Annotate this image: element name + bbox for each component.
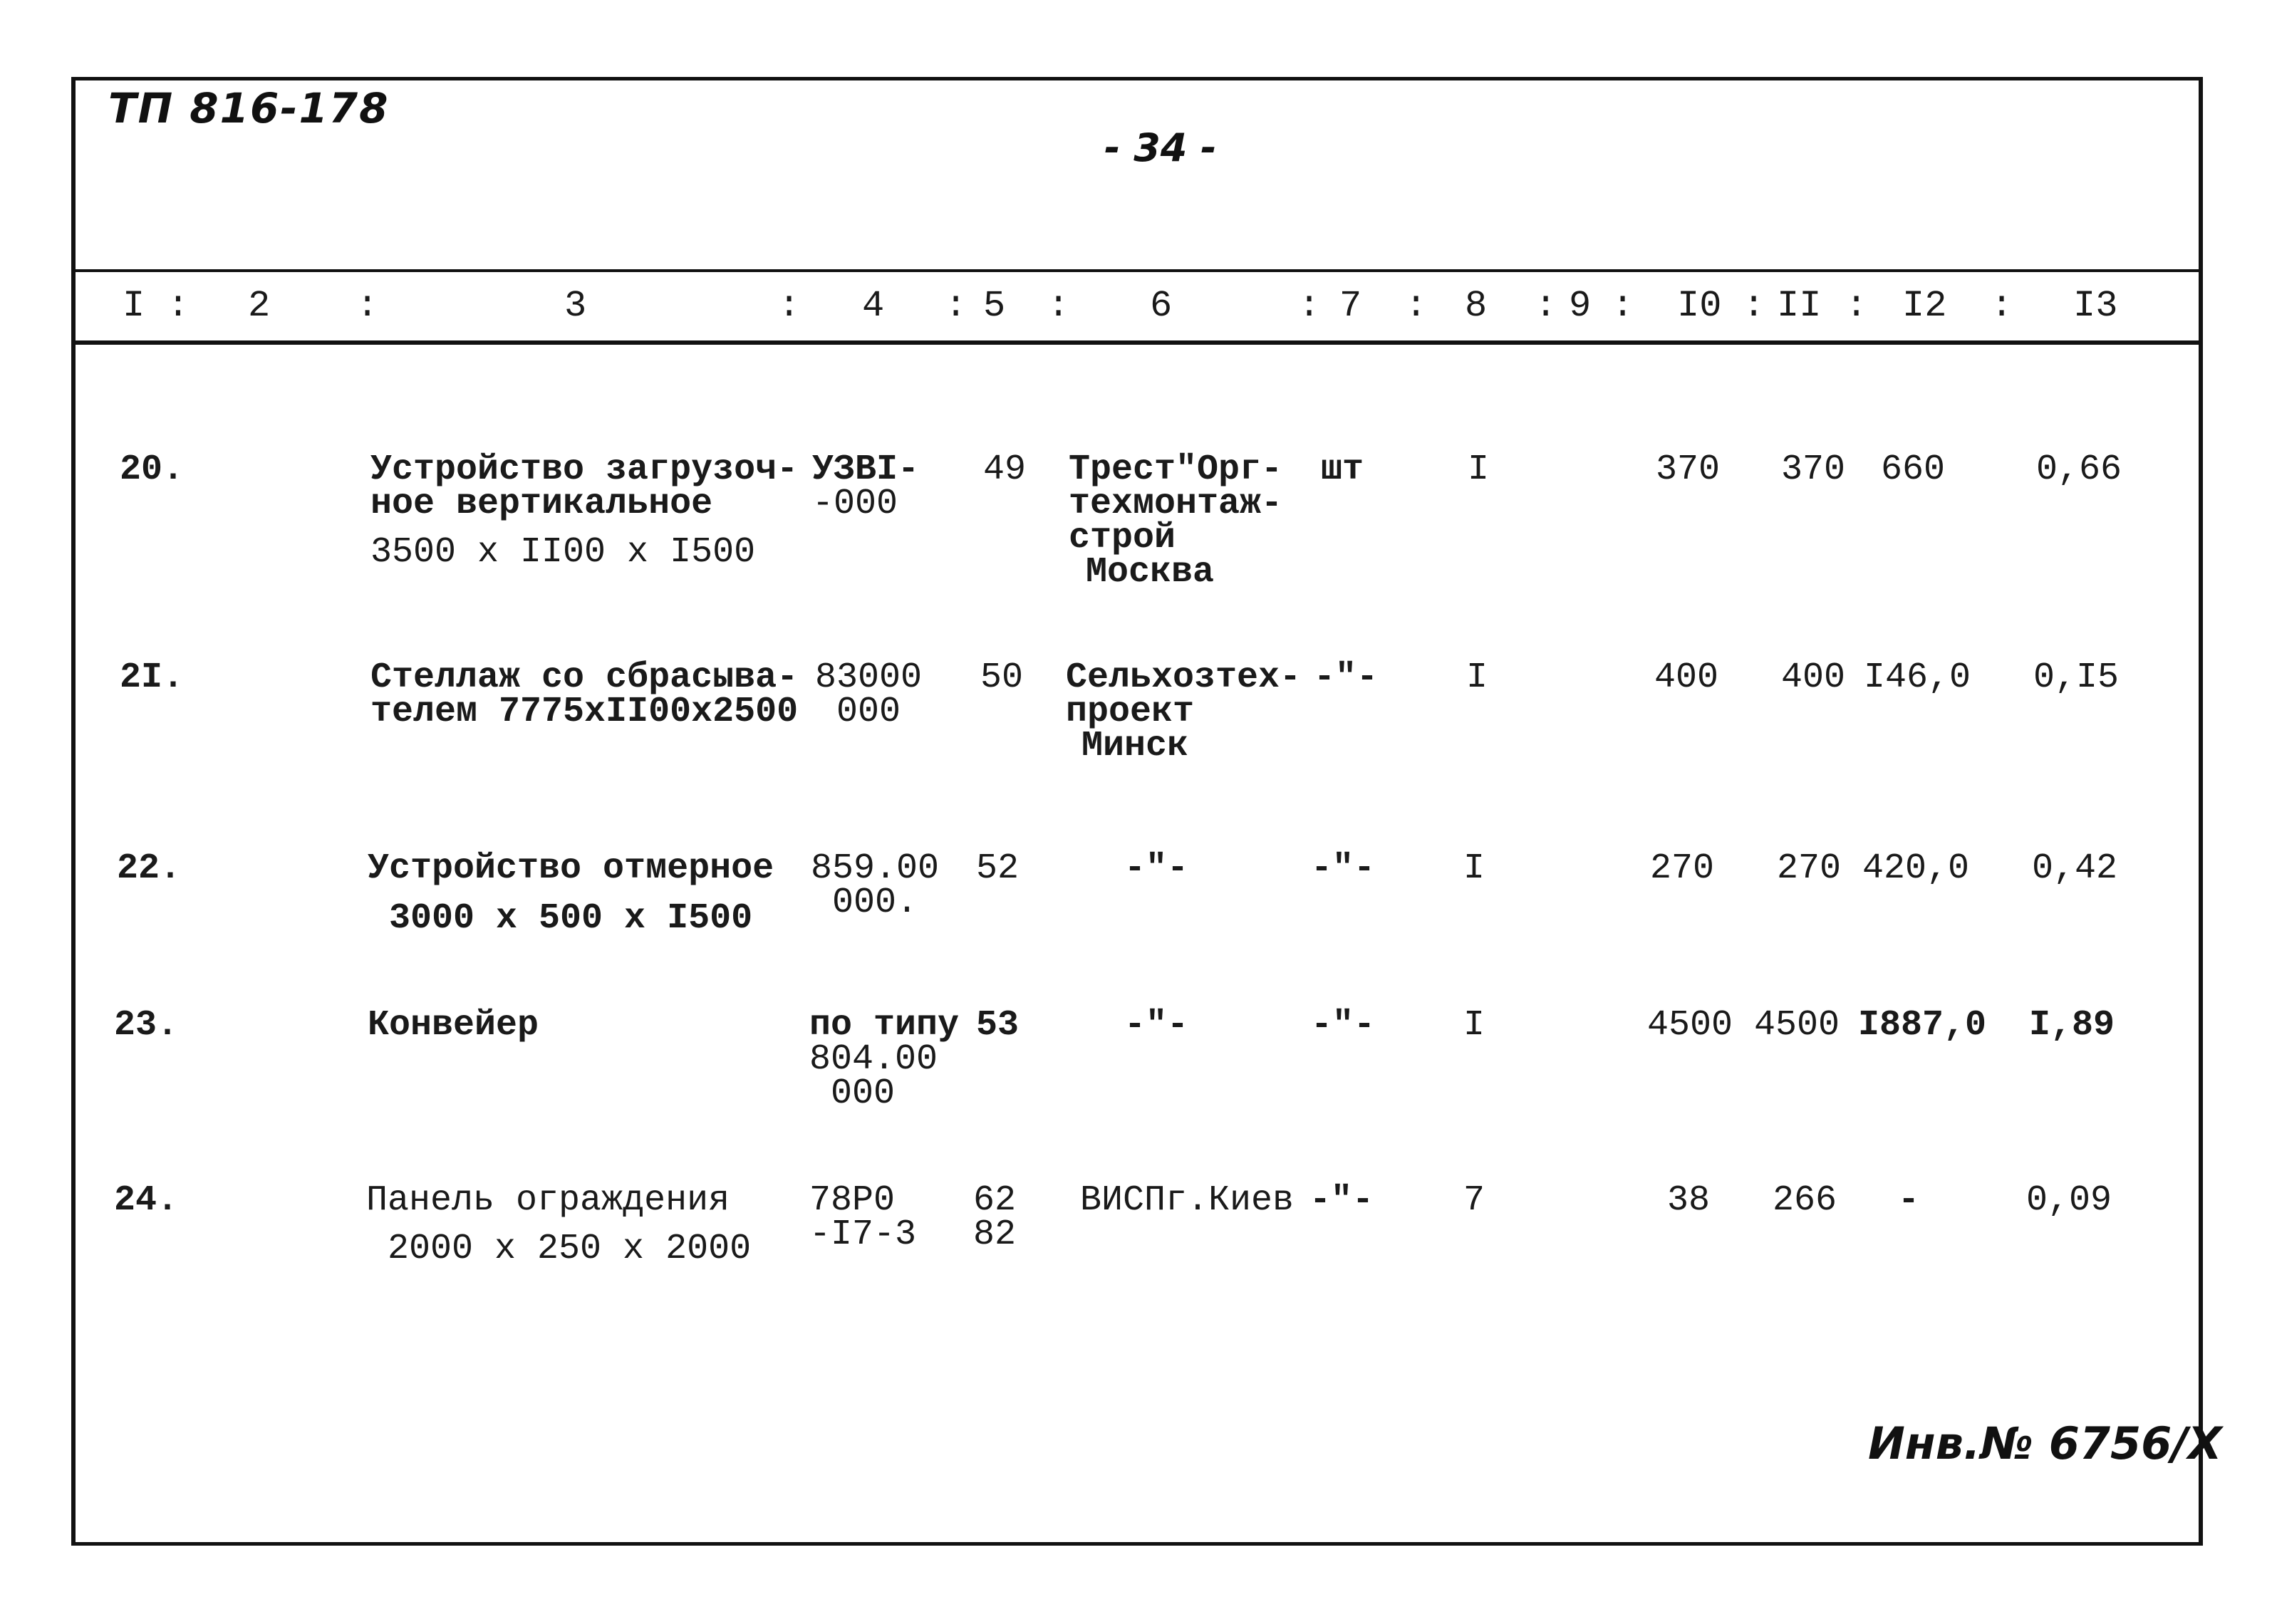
quantity: I: [1463, 848, 1485, 889]
header-sep: :: [1845, 285, 1868, 327]
organization-line: -"-: [1124, 1005, 1189, 1046]
item-code-line: 000: [836, 692, 901, 732]
item-dimensions: 2000 x 250 x 2000: [388, 1229, 752, 1269]
col13-value: 0,I5: [2033, 657, 2120, 698]
page-frame: [71, 77, 2203, 1546]
item-name-line: Устройство отмерное: [368, 848, 774, 889]
unit: -"-: [1311, 848, 1376, 889]
item-code-line: 000.: [832, 883, 918, 923]
header-sep: :: [1047, 285, 1070, 327]
header-sep: :: [356, 285, 379, 327]
header-sep: :: [1612, 285, 1634, 327]
item-name-line: Конвейер: [368, 1005, 539, 1046]
col10-value: 4500: [1647, 1005, 1733, 1046]
col5-value: 50: [980, 657, 1024, 698]
item-code-line: по типу: [809, 1005, 960, 1046]
unit: шт: [1321, 449, 1364, 490]
col5-value: 53: [976, 1005, 1020, 1046]
inventory-number-mark: Инв.№ 6756/X: [1868, 1417, 2222, 1469]
row-number: 24.: [114, 1180, 179, 1221]
col11-value: 400: [1781, 657, 1846, 698]
item-dimensions: 3000 x 500 x I500: [389, 898, 753, 939]
header-col-8: 8: [1465, 285, 1488, 327]
col12-value: I887,0: [1858, 1005, 1987, 1046]
organization-line: ВИСПг.Киев: [1080, 1180, 1295, 1221]
col10-value: 370: [1656, 449, 1721, 490]
col10-value: 38: [1667, 1180, 1711, 1221]
header-sep: :: [1535, 285, 1557, 327]
item-name-line: Панель ограждения: [366, 1180, 730, 1221]
col11-value: 266: [1773, 1180, 1837, 1221]
col13-value: 0,09: [2026, 1180, 2112, 1221]
col13-value: 0,66: [2036, 449, 2122, 490]
item-code-line: УЗВI-: [812, 449, 920, 490]
header-col-11: II: [1777, 285, 1822, 327]
col11-value: 370: [1781, 449, 1846, 490]
organization-line: -"-: [1124, 848, 1189, 889]
row-number: 2I.: [120, 657, 185, 698]
col5-value: 62: [973, 1180, 1017, 1221]
col12-value: 660: [1881, 449, 1946, 490]
header-col-5: 5: [983, 285, 1006, 327]
item-name-line: Стеллаж со сбрасыва-: [370, 657, 799, 698]
row-number: 22.: [117, 848, 182, 889]
header-col-10: I0: [1677, 285, 1722, 327]
table-header-bottom-rule: [76, 340, 2199, 345]
col12-value: -: [1898, 1180, 1920, 1221]
organization-line: строй: [1069, 518, 1176, 558]
header-col-3: 3: [564, 285, 587, 327]
item-code-line: -I7-3: [809, 1214, 917, 1255]
organization-line: Трест"Орг-: [1069, 449, 1283, 490]
unit: -"-: [1314, 657, 1379, 698]
col13-value: 0,42: [2032, 848, 2118, 889]
row-number: 23.: [114, 1005, 179, 1046]
item-dimensions: 3500 x II00 x I500: [370, 532, 756, 573]
unit: -"-: [1309, 1180, 1374, 1221]
header-col-1: I :: [123, 285, 190, 327]
col11-value: 270: [1777, 848, 1842, 889]
col10-value: 400: [1654, 657, 1719, 698]
quantity: I: [1463, 1005, 1485, 1046]
document-code: ТП 816-178: [108, 84, 390, 132]
item-code-line: 83000: [815, 657, 923, 698]
col13-value: I,89: [2029, 1005, 2115, 1046]
item-code-line: 804.00: [809, 1039, 938, 1080]
item-code-line: 78Р0: [809, 1180, 896, 1221]
item-code-line: 859.00: [811, 848, 940, 889]
table-header-top-rule: [76, 269, 2199, 272]
item-code-line: -000: [812, 484, 898, 524]
header-sep: :: [1743, 285, 1765, 327]
header-col-2: 2: [248, 285, 271, 327]
item-name-line: Устройство загрузоч-: [370, 449, 799, 490]
quantity: I: [1468, 449, 1490, 490]
header-col-13: I3: [2073, 285, 2118, 327]
quantity: 7: [1463, 1180, 1485, 1221]
col12-value: 420,0: [1862, 848, 1970, 889]
row-number: 20.: [120, 449, 185, 490]
col5-value: 49: [983, 449, 1027, 490]
header-sep: :: [1298, 285, 1321, 327]
organization-line: проект: [1066, 692, 1195, 732]
header-col-7: 7: [1339, 285, 1362, 327]
organization-line: Сельхозтех-: [1066, 657, 1302, 698]
quantity: I: [1466, 657, 1488, 698]
item-name-line: телем 7775xII00x2500: [370, 692, 799, 732]
header-col-6: 6: [1150, 285, 1173, 327]
page-number: - 34 -: [1104, 125, 1217, 170]
header-sep: :: [945, 285, 968, 327]
item-name-line: ное вертикальное: [370, 484, 713, 524]
item-code-line: 000: [831, 1073, 896, 1114]
header-sep: :: [1991, 285, 2013, 327]
col10-value: 270: [1650, 848, 1715, 889]
organization-line: Москва: [1086, 552, 1215, 593]
unit: -"-: [1311, 1005, 1376, 1046]
col5-value: 52: [976, 848, 1020, 889]
col11-value: 4500: [1754, 1005, 1840, 1046]
header-sep: :: [778, 285, 801, 327]
organization-line: техмонтаж-: [1069, 484, 1283, 524]
header-col-4: 4: [862, 285, 885, 327]
header-sep: :: [1405, 285, 1428, 327]
col12-value: I46,0: [1864, 657, 1971, 698]
col5-value: 82: [973, 1214, 1017, 1255]
header-col-9: 9: [1569, 285, 1592, 327]
header-col-12: I2: [1902, 285, 1947, 327]
organization-line: Минск: [1081, 726, 1189, 766]
